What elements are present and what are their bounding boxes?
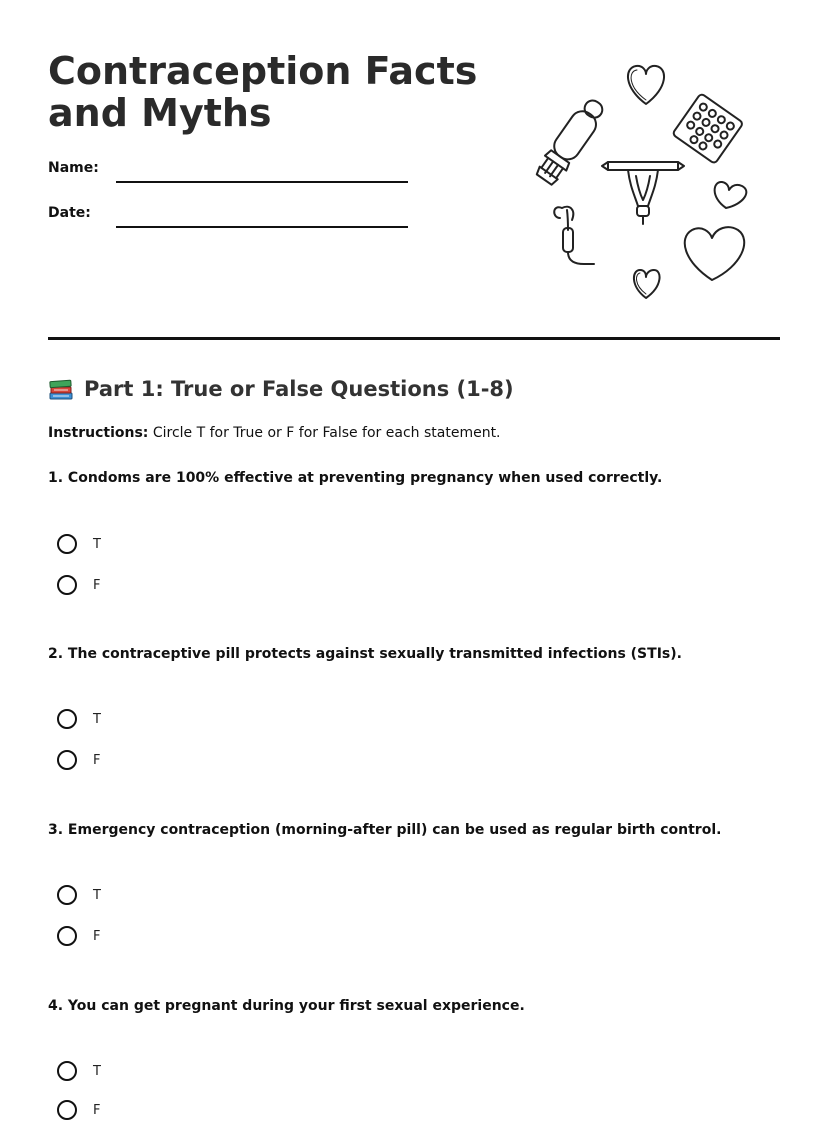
option-label: F	[93, 752, 101, 768]
radio-button[interactable]	[57, 575, 77, 595]
question-text: 3. Emergency contraception (morning-after pill) can be used as regular birth control.	[48, 822, 722, 838]
option-label: T	[93, 1063, 101, 1079]
radio-button[interactable]	[57, 709, 77, 729]
option-label: T	[93, 887, 101, 903]
condom-icon	[533, 95, 608, 187]
question-text: 1. Condoms are 100% effective at preventing pregnancy when used correctly.	[48, 470, 663, 486]
question-text: 4. You can get pregnant during your first sexual experience.	[48, 998, 525, 1014]
date-field[interactable]	[48, 205, 408, 229]
option-label: F	[93, 1102, 101, 1118]
iud-icon	[554, 207, 594, 264]
radio-button[interactable]	[57, 1061, 77, 1081]
true-option[interactable]	[57, 882, 101, 908]
instructions-text: Circle T for True or F for False for each statement.	[148, 425, 501, 441]
section-heading	[48, 374, 514, 404]
name-label: Name:	[48, 160, 99, 176]
option-label: F	[93, 577, 101, 593]
contraception-illustration	[512, 58, 782, 320]
radio-button[interactable]	[57, 1100, 77, 1120]
section-heading-text: Part 1: True or False Questions (1-8)	[84, 377, 514, 401]
false-option[interactable]	[57, 572, 100, 598]
option-label: T	[93, 711, 101, 727]
name-field[interactable]	[48, 160, 408, 184]
option-label: T	[93, 536, 101, 552]
instructions-label: Instructions:	[48, 425, 149, 441]
heart-icon	[715, 182, 747, 208]
false-option[interactable]	[57, 923, 100, 949]
date-line[interactable]	[116, 226, 408, 228]
radio-button[interactable]	[57, 534, 77, 554]
page-title: Contraception Facts and Myths	[48, 49, 478, 135]
true-option[interactable]	[57, 706, 101, 732]
date-label: Date:	[48, 205, 91, 221]
question-text: 2. The contraceptive pill protects against sexually transmitted infections (STIs).	[48, 646, 682, 662]
iud-icon	[602, 162, 684, 224]
true-option[interactable]	[57, 1058, 101, 1084]
section-divider	[48, 337, 780, 340]
instructions	[48, 425, 501, 441]
radio-button[interactable]	[57, 885, 77, 905]
radio-button[interactable]	[57, 926, 77, 946]
option-label: F	[93, 928, 101, 944]
books-icon	[48, 376, 74, 402]
name-line[interactable]	[116, 181, 408, 183]
true-option[interactable]	[57, 531, 101, 557]
heart-icon	[685, 227, 744, 280]
false-option[interactable]	[57, 747, 100, 773]
radio-button[interactable]	[57, 750, 77, 770]
pill-pack-icon	[672, 93, 743, 164]
false-option[interactable]	[57, 1097, 100, 1123]
